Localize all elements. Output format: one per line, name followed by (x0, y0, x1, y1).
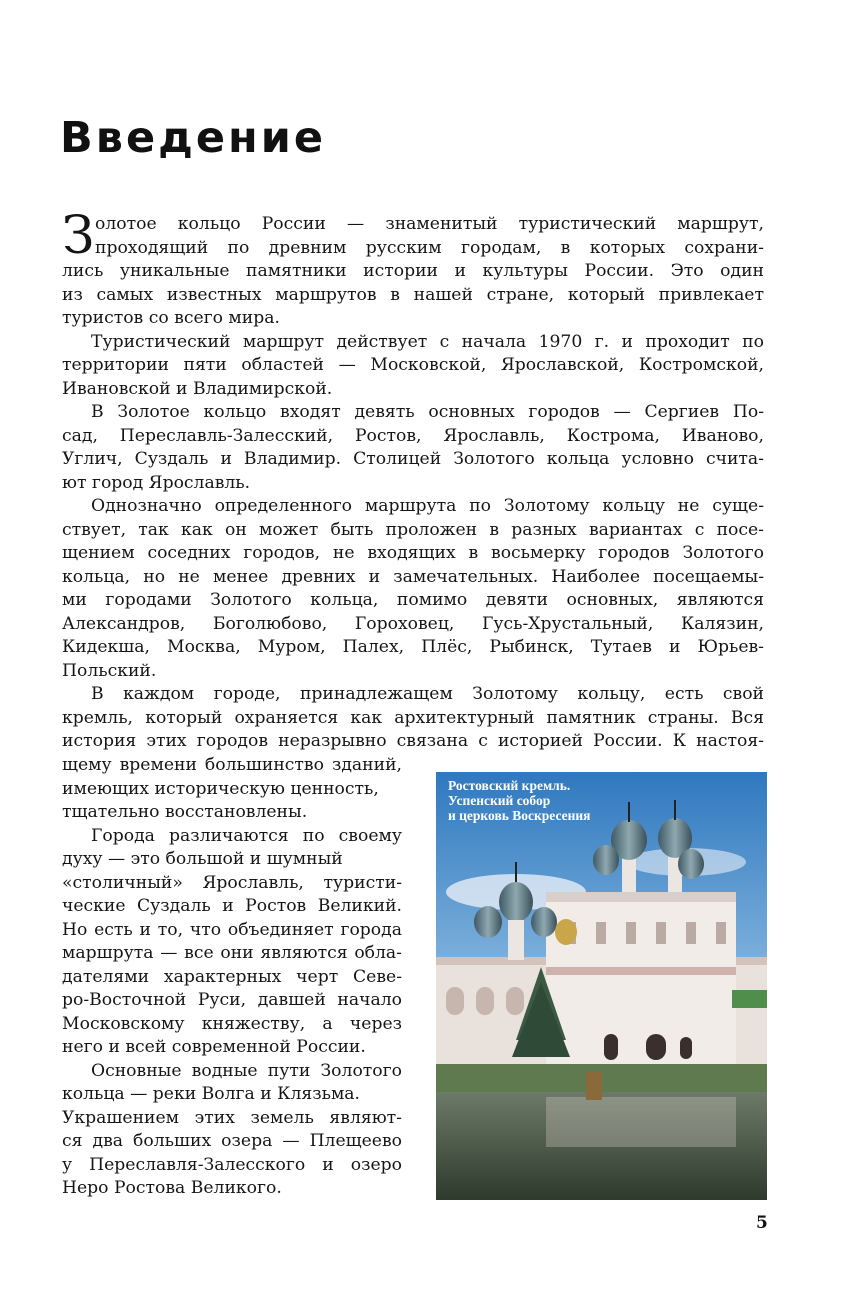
text-line: лись уникальные памятники истории и культуры России. Это один (62, 261, 764, 281)
text-line: духу — это большой и шумный (62, 849, 343, 869)
text-line: В каждом городе, принадлежащем Золотому кольцу, есть свой (91, 684, 764, 704)
text-line: ствует, так как он может быть проложен в разных вариантах с посе- (62, 519, 764, 540)
text-line: проходящий по древним русским городам, в которых сохрани- (95, 237, 764, 258)
text-line: Московскому княжеству, а через (62, 1013, 402, 1034)
photo-caption (448, 778, 590, 823)
text-line: дателями характерных черт Севе- (62, 966, 402, 987)
text-line: щением соседних городов, не входящих в восьмерку городов Золотого (62, 543, 764, 563)
text-line: Александров, Боголюбово, Гороховец, Гусь-Хрустальный, Калязин, (62, 613, 764, 634)
text-line: олотое кольцо России — знаменитый туристический маршрут, (95, 214, 764, 234)
text-line: история этих городов неразрывно связана с историей России. К настоя- (62, 731, 764, 751)
text-line: ся два больших озера — Плещеево (62, 1131, 402, 1151)
text-line: кремль, который охраняется как архитектурный памятник страны. Вся (62, 707, 764, 728)
text-line: ми городами Золотого кольца, помимо девяти основных, являются (62, 590, 764, 610)
text-line: Украшением этих земель являют- (62, 1107, 402, 1128)
text-line: щему времени большинство зданий, (62, 755, 402, 775)
text-line: него и всей современной России. (62, 1037, 366, 1057)
text-line: территории пяти областей — Московской, Ярославской, Костромской, (62, 355, 764, 375)
text-line: Но есть и то, что объединяет города (62, 919, 402, 940)
wrapped-text-column (62, 754, 402, 1201)
text-line: Туристический маршрут действует с начала 1970 г. и проходит по (91, 331, 764, 352)
text-line: «столичный» Ярославль, туристи- (62, 872, 402, 893)
text-line: В Золотое кольцо входят девять основных городов — Сергиев По- (91, 402, 764, 422)
text-line: туристов со всего мира. (62, 308, 280, 328)
text-line: Углич, Суздаль и Владимир. Столицей Золотого кольца условно счита- (62, 449, 764, 469)
text-line: сад, Переславль-Залесский, Ростов, Ярославль, Кострома, Иваново, (62, 425, 764, 446)
text-line: Однозначно определенного маршрута по Золотому кольцу не суще- (91, 496, 764, 516)
text-line: кольца — реки Волга и Клязьма. (62, 1084, 361, 1104)
chapter-title: Введение (60, 113, 327, 163)
drop-cap: З (62, 206, 95, 266)
text-line: кольца, но не менее древних и замечательных. Наиболее посещаемы- (62, 566, 764, 587)
text-line: ческие Суздаль и Ростов Великий. (62, 896, 402, 916)
text-line: Основные водные пути Золотого (91, 1060, 402, 1081)
kremlin-illustration (436, 772, 767, 1200)
text-line: Неро Ростова Великого. (62, 1178, 282, 1198)
text-line: ют город Ярославль. (62, 472, 251, 493)
text-line: имеющих историческую ценность, (62, 778, 379, 799)
caption-line: Успенский собор (448, 793, 551, 808)
text-line: у Переславля-Залесского и озеро (62, 1154, 402, 1175)
kremlin-photo (436, 772, 767, 1200)
caption-line: и церковь Воскресения (448, 808, 591, 823)
text-line: маршрута — все они являются обла- (62, 943, 402, 963)
text-line: Ивановской и Владимирской. (62, 378, 333, 399)
full-width-text (62, 213, 764, 754)
text-line: тщательно восстановлены. (62, 802, 308, 822)
text-line: из самых известных маршрутов в нашей стране, который привлекает (62, 284, 764, 305)
text-line: Польский. (62, 660, 157, 681)
page-number: 5 (756, 1213, 768, 1233)
text-line: Города различаются по своему (91, 825, 402, 846)
text-line: Кидекша, Москва, Муром, Палех, Плёс, Рыбинск, Тутаев и Юрьев- (62, 637, 764, 657)
text-line: ро-Восточной Руси, давшей начало (62, 990, 402, 1010)
caption-line: Ростовский кремль. (448, 778, 571, 793)
